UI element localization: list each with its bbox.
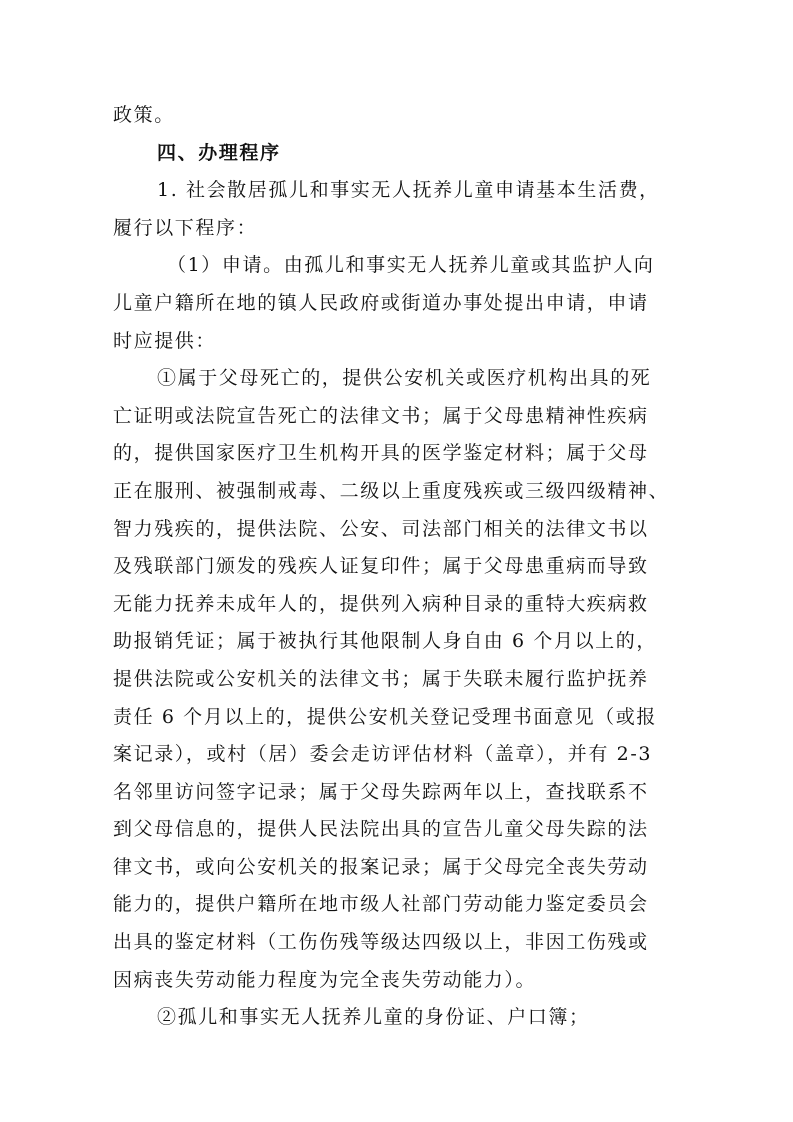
text-line: 亡证明或法院宣告死亡的法律文书；属于父母患精神性疾病 — [113, 404, 649, 427]
text-line: 智力残疾的，提供法院、公安、司法部门相关的法律文书以 — [113, 517, 649, 540]
text-line: 律文书，或向公安机关的报案记录；属于父母完全丧失劳动 — [113, 855, 649, 878]
text-line: 履行以下程序： — [113, 216, 258, 239]
text-line: 政策。 — [113, 104, 175, 126]
text-line: 无能力抚养未成年人的，提供列入病种目录的重特大疾病救 — [113, 592, 649, 615]
text-line: 案记录），或村（居）委会走访评估材料（盖章），并有 2-3 — [113, 743, 653, 766]
paragraph-start: ②孤儿和事实无人抚养儿童的身份证、户口簿； — [157, 1006, 590, 1029]
text-line: 因病丧失劳动能力程度为完全丧失劳动能力）。 — [113, 968, 537, 991]
paragraph-start: 1. 社会散居孤儿和事实无人抚养儿童申请基本生活费， — [157, 179, 660, 202]
text-line: 及残联部门颁发的残疾人证复印件；属于父母患重病而导致 — [113, 555, 649, 578]
text-line: 出具的鉴定材料（工伤伤残等级达四级以上，非因工伤残或 — [113, 931, 649, 954]
text-line: 正在服刑、被强制戒毒、二级以上重度残疾或三级四级精神、 — [113, 479, 670, 502]
text-line: 助报销凭证；属于被执行其他限制人身自由 6 个月以上的， — [113, 630, 657, 653]
document-body — [113, 97, 683, 1037]
section-heading: 四、办理程序 — [157, 141, 281, 164]
text-line: 儿童户籍所在地的镇人民政府或街道办事处提出申请，申请 — [113, 291, 649, 314]
text-line: 名邻里访问签字记录；属于父母失踪两年以上，查找联系不 — [113, 780, 649, 803]
paragraph-start: ①属于父母死亡的，提供公安机关或医疗机构出具的死 — [157, 367, 652, 390]
paragraph-start: （1）申请。由孤儿和事实无人抚养儿童或其监护人向 — [167, 254, 655, 277]
text-line: 责任 6 个月以上的，提供公安机关登记受理书面意见（或报 — [113, 705, 657, 728]
text-line: 能力的，提供户籍所在地市级人社部门劳动能力鉴定委员会 — [113, 893, 649, 916]
text-line: 提供法院或公安机关的法律文书；属于失联未履行监护抚养 — [113, 667, 649, 690]
text-line: 时应提供： — [113, 329, 217, 352]
text-line: 到父母信息的，提供人民法院出具的宣告儿童父母失踪的法 — [113, 818, 649, 841]
text-line: 的，提供国家医疗卫生机构开具的医学鉴定材料；属于父母 — [113, 442, 649, 465]
